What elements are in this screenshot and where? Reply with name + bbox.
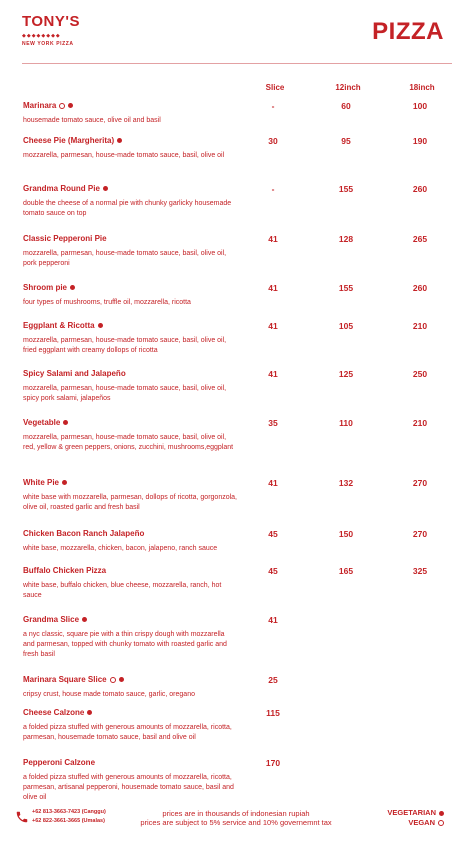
menu-item bbox=[23, 417, 443, 453]
item-name bbox=[23, 233, 443, 245]
price-slice: 45 bbox=[268, 566, 278, 576]
item-name bbox=[23, 674, 443, 686]
menu-item bbox=[23, 674, 443, 700]
menu-item bbox=[23, 614, 443, 660]
brand-subtitle: NEW YORK PIZZA bbox=[22, 41, 74, 47]
menu-item bbox=[23, 183, 443, 219]
legend-vegan bbox=[387, 818, 444, 828]
column-header-18inch: 18inch bbox=[409, 83, 435, 92]
menu-item bbox=[23, 477, 443, 513]
price-slice: 41 bbox=[268, 369, 278, 379]
vegan-dot-icon bbox=[438, 820, 444, 826]
vegetarian-dot-icon bbox=[70, 285, 75, 290]
price-slice: 115 bbox=[266, 708, 280, 718]
item-description: a folded pizza stuffed with generous amounts of mozzarella, ricotta, parmesan, artisanal pepperoni, housemade tomato sauce, basil and olive oil bbox=[23, 774, 234, 801]
phone-icon bbox=[15, 810, 29, 824]
item-name-text: Shroom pie bbox=[23, 283, 68, 292]
column-header-slice: Slice bbox=[265, 83, 285, 92]
page-title: PIZZA bbox=[372, 18, 444, 45]
price-slice: 41 bbox=[268, 283, 278, 293]
item-description: cripsy crust, house made tomato sauce, garlic, oregano bbox=[23, 691, 195, 698]
price-slice: 41 bbox=[268, 615, 278, 625]
vegetarian-dot-icon bbox=[117, 138, 122, 143]
price-12inch: 155 bbox=[338, 283, 354, 293]
item-name bbox=[23, 135, 443, 147]
item-name-text: Spicy Salami and Jalapeño bbox=[23, 369, 126, 378]
brand-dots: ◆◆◆◆◆◆◆◆ bbox=[22, 33, 61, 39]
item-name-text: Vegetable bbox=[23, 418, 61, 427]
item-description: white base, mozzarella, chicken, bacon, jalapeno, ranch sauce bbox=[23, 545, 218, 552]
menu-item bbox=[23, 528, 443, 554]
price-slice: 45 bbox=[268, 529, 278, 539]
price-12inch: 128 bbox=[338, 234, 354, 244]
legend-vegan-label: VEGAN bbox=[408, 818, 435, 827]
item-name bbox=[23, 528, 443, 540]
price-12inch: 60 bbox=[341, 101, 351, 111]
price-12inch: 150 bbox=[338, 529, 354, 539]
item-name-text: Classic Pepperoni Pie bbox=[23, 234, 107, 243]
menu-item bbox=[23, 368, 443, 404]
item-name-text: Grandma Slice bbox=[23, 615, 80, 624]
item-description: mozzarella, parmesan, house-made tomato sauce, basil, olive oil, red, yellow & green peppers, onions, zucchini, mushrooms,eggplant bbox=[23, 434, 234, 451]
item-name-text: White Pie bbox=[23, 478, 60, 487]
vegetarian-dot-icon bbox=[439, 811, 444, 816]
diet-legend bbox=[387, 808, 444, 828]
vegetarian-dot-icon bbox=[62, 480, 67, 485]
price-12inch: 105 bbox=[338, 321, 354, 331]
item-name bbox=[23, 320, 443, 332]
price-slice: 41 bbox=[268, 478, 278, 488]
legend-vegetarian bbox=[387, 808, 444, 818]
price-slice: 35 bbox=[268, 418, 278, 428]
price-12inch: 155 bbox=[338, 184, 354, 194]
menu-item bbox=[23, 707, 443, 743]
price-18inch: 260 bbox=[412, 184, 428, 194]
item-name-text: Eggplant & Ricotta bbox=[23, 321, 95, 330]
price-12inch: 110 bbox=[339, 418, 353, 428]
item-name-text: Marinara Square Slice bbox=[23, 675, 107, 684]
price-12inch: 132 bbox=[338, 478, 354, 488]
item-name-text: Marinara bbox=[23, 101, 57, 110]
item-description: housemade tomato sauce, olive oil and basil bbox=[23, 117, 161, 124]
item-name bbox=[23, 477, 443, 489]
item-description: white base, buffalo chicken, blue cheese, mozzarella, ranch, hot sauce bbox=[23, 582, 222, 599]
price-18inch: 260 bbox=[412, 283, 428, 293]
price-slice: 30 bbox=[268, 136, 278, 146]
item-description: four types of mushrooms, truffle oil, mozzarella, ricotta bbox=[23, 299, 191, 306]
header-divider bbox=[22, 63, 452, 64]
item-name bbox=[23, 183, 443, 195]
vegetarian-dot-icon bbox=[103, 186, 108, 191]
menu-item bbox=[23, 100, 443, 126]
item-description: mozzarella, parmesan, house-made tomato sauce, basil, olive oil bbox=[23, 152, 225, 159]
menu-item bbox=[23, 233, 443, 269]
price-12inch: 125 bbox=[338, 369, 354, 379]
price-notes bbox=[126, 809, 346, 827]
price-18inch: 100 bbox=[412, 101, 428, 111]
vegetarian-dot-icon bbox=[82, 617, 87, 622]
vegetarian-dot-icon bbox=[87, 710, 92, 715]
item-name-text: Pepperoni Calzone bbox=[23, 758, 96, 767]
menu-item bbox=[23, 565, 443, 601]
item-description: white base with mozzarella, parmesan, dollops of ricotta, gorgonzola, olive oil, roasted garlic and fresh basil bbox=[23, 494, 237, 511]
price-18inch: 190 bbox=[412, 136, 428, 146]
item-name bbox=[23, 282, 443, 294]
item-name bbox=[23, 368, 443, 380]
footer bbox=[0, 806, 474, 836]
price-18inch: 270 bbox=[412, 529, 428, 539]
price-12inch: 165 bbox=[338, 566, 354, 576]
phone-numbers bbox=[32, 808, 106, 826]
item-description: mozzarella, parmesan, house-made tomato sauce, basil, olive oil, spicy pork salami, jalapeños bbox=[23, 385, 227, 402]
menu-item bbox=[23, 757, 443, 803]
item-description: mozzarella, parmesan, house-made tomato sauce, basil, olive oil, fried eggplant with creamy dollops of ricotta bbox=[23, 337, 227, 354]
menu-item bbox=[23, 135, 443, 161]
vegetarian-dot-icon bbox=[119, 677, 124, 682]
phone-umalas[interactable]: +62 822-3661-3665 (Umalas) bbox=[32, 818, 105, 824]
vegetarian-dot-icon bbox=[98, 323, 103, 328]
item-name bbox=[23, 757, 443, 769]
phone-canggu[interactable]: +62 813-3663-7423 (Canggu) bbox=[32, 809, 106, 815]
menu-item bbox=[23, 320, 443, 356]
item-description: a nyc classic, square pie with a thin crispy dough with mozzarella and parmesan, topped with chunky tomato with roasted garlic and fresh basil bbox=[23, 631, 227, 658]
price-18inch: 250 bbox=[412, 369, 428, 379]
item-name bbox=[23, 417, 443, 429]
item-description: a folded pizza stuffed with generous amounts of mozzarella, ricotta, parmesan, housemade tomato sauce, basil and olive oil bbox=[23, 724, 232, 741]
item-name-text: Buffalo Chicken Pizza bbox=[23, 566, 107, 575]
item-name-text: Chicken Bacon Ranch Jalapeño bbox=[23, 529, 145, 538]
item-name bbox=[23, 100, 443, 112]
brand-name: TONY'S bbox=[22, 13, 80, 30]
legend-vegetarian-label: VEGETARIAN bbox=[387, 808, 436, 817]
vegetarian-dot-icon bbox=[68, 103, 73, 108]
price-slice: - bbox=[271, 101, 275, 111]
price-note-currency: prices are in thousands of indonesian rupiah bbox=[162, 809, 310, 818]
price-slice: 25 bbox=[268, 675, 278, 685]
price-slice: 41 bbox=[268, 321, 278, 331]
item-name-text: Cheese Pie (Margherita) bbox=[23, 136, 115, 145]
price-slice: - bbox=[271, 184, 275, 194]
price-18inch: 210 bbox=[412, 418, 428, 428]
price-18inch: 325 bbox=[412, 566, 428, 576]
price-slice: 41 bbox=[268, 234, 278, 244]
brand-logo bbox=[22, 14, 82, 48]
item-description: double the cheese of a normal pie with chunky garlicky housemade tomato sauce on top bbox=[23, 200, 232, 217]
price-12inch: 95 bbox=[341, 136, 351, 146]
vegetarian-dot-icon bbox=[63, 420, 68, 425]
price-note-tax: prices are subject to 5% service and 10% governemnt tax bbox=[140, 818, 332, 827]
price-18inch: 265 bbox=[412, 234, 428, 244]
vegan-dot-icon bbox=[59, 103, 65, 109]
item-description: mozzarella, parmesan, house-made tomato sauce, basil, olive oil, pork pepperoni bbox=[23, 250, 227, 267]
item-name bbox=[23, 614, 443, 626]
menu-item bbox=[23, 282, 443, 308]
price-18inch: 210 bbox=[412, 321, 428, 331]
price-18inch: 270 bbox=[412, 478, 428, 488]
price-slice: 170 bbox=[265, 758, 281, 768]
item-name bbox=[23, 707, 443, 719]
item-name-text: Grandma Round Pie bbox=[23, 184, 100, 193]
item-name-text: Cheese Calzone bbox=[23, 708, 85, 717]
item-name bbox=[23, 565, 443, 577]
column-header-12inch: 12inch bbox=[335, 83, 361, 92]
vegan-dot-icon bbox=[110, 677, 116, 683]
